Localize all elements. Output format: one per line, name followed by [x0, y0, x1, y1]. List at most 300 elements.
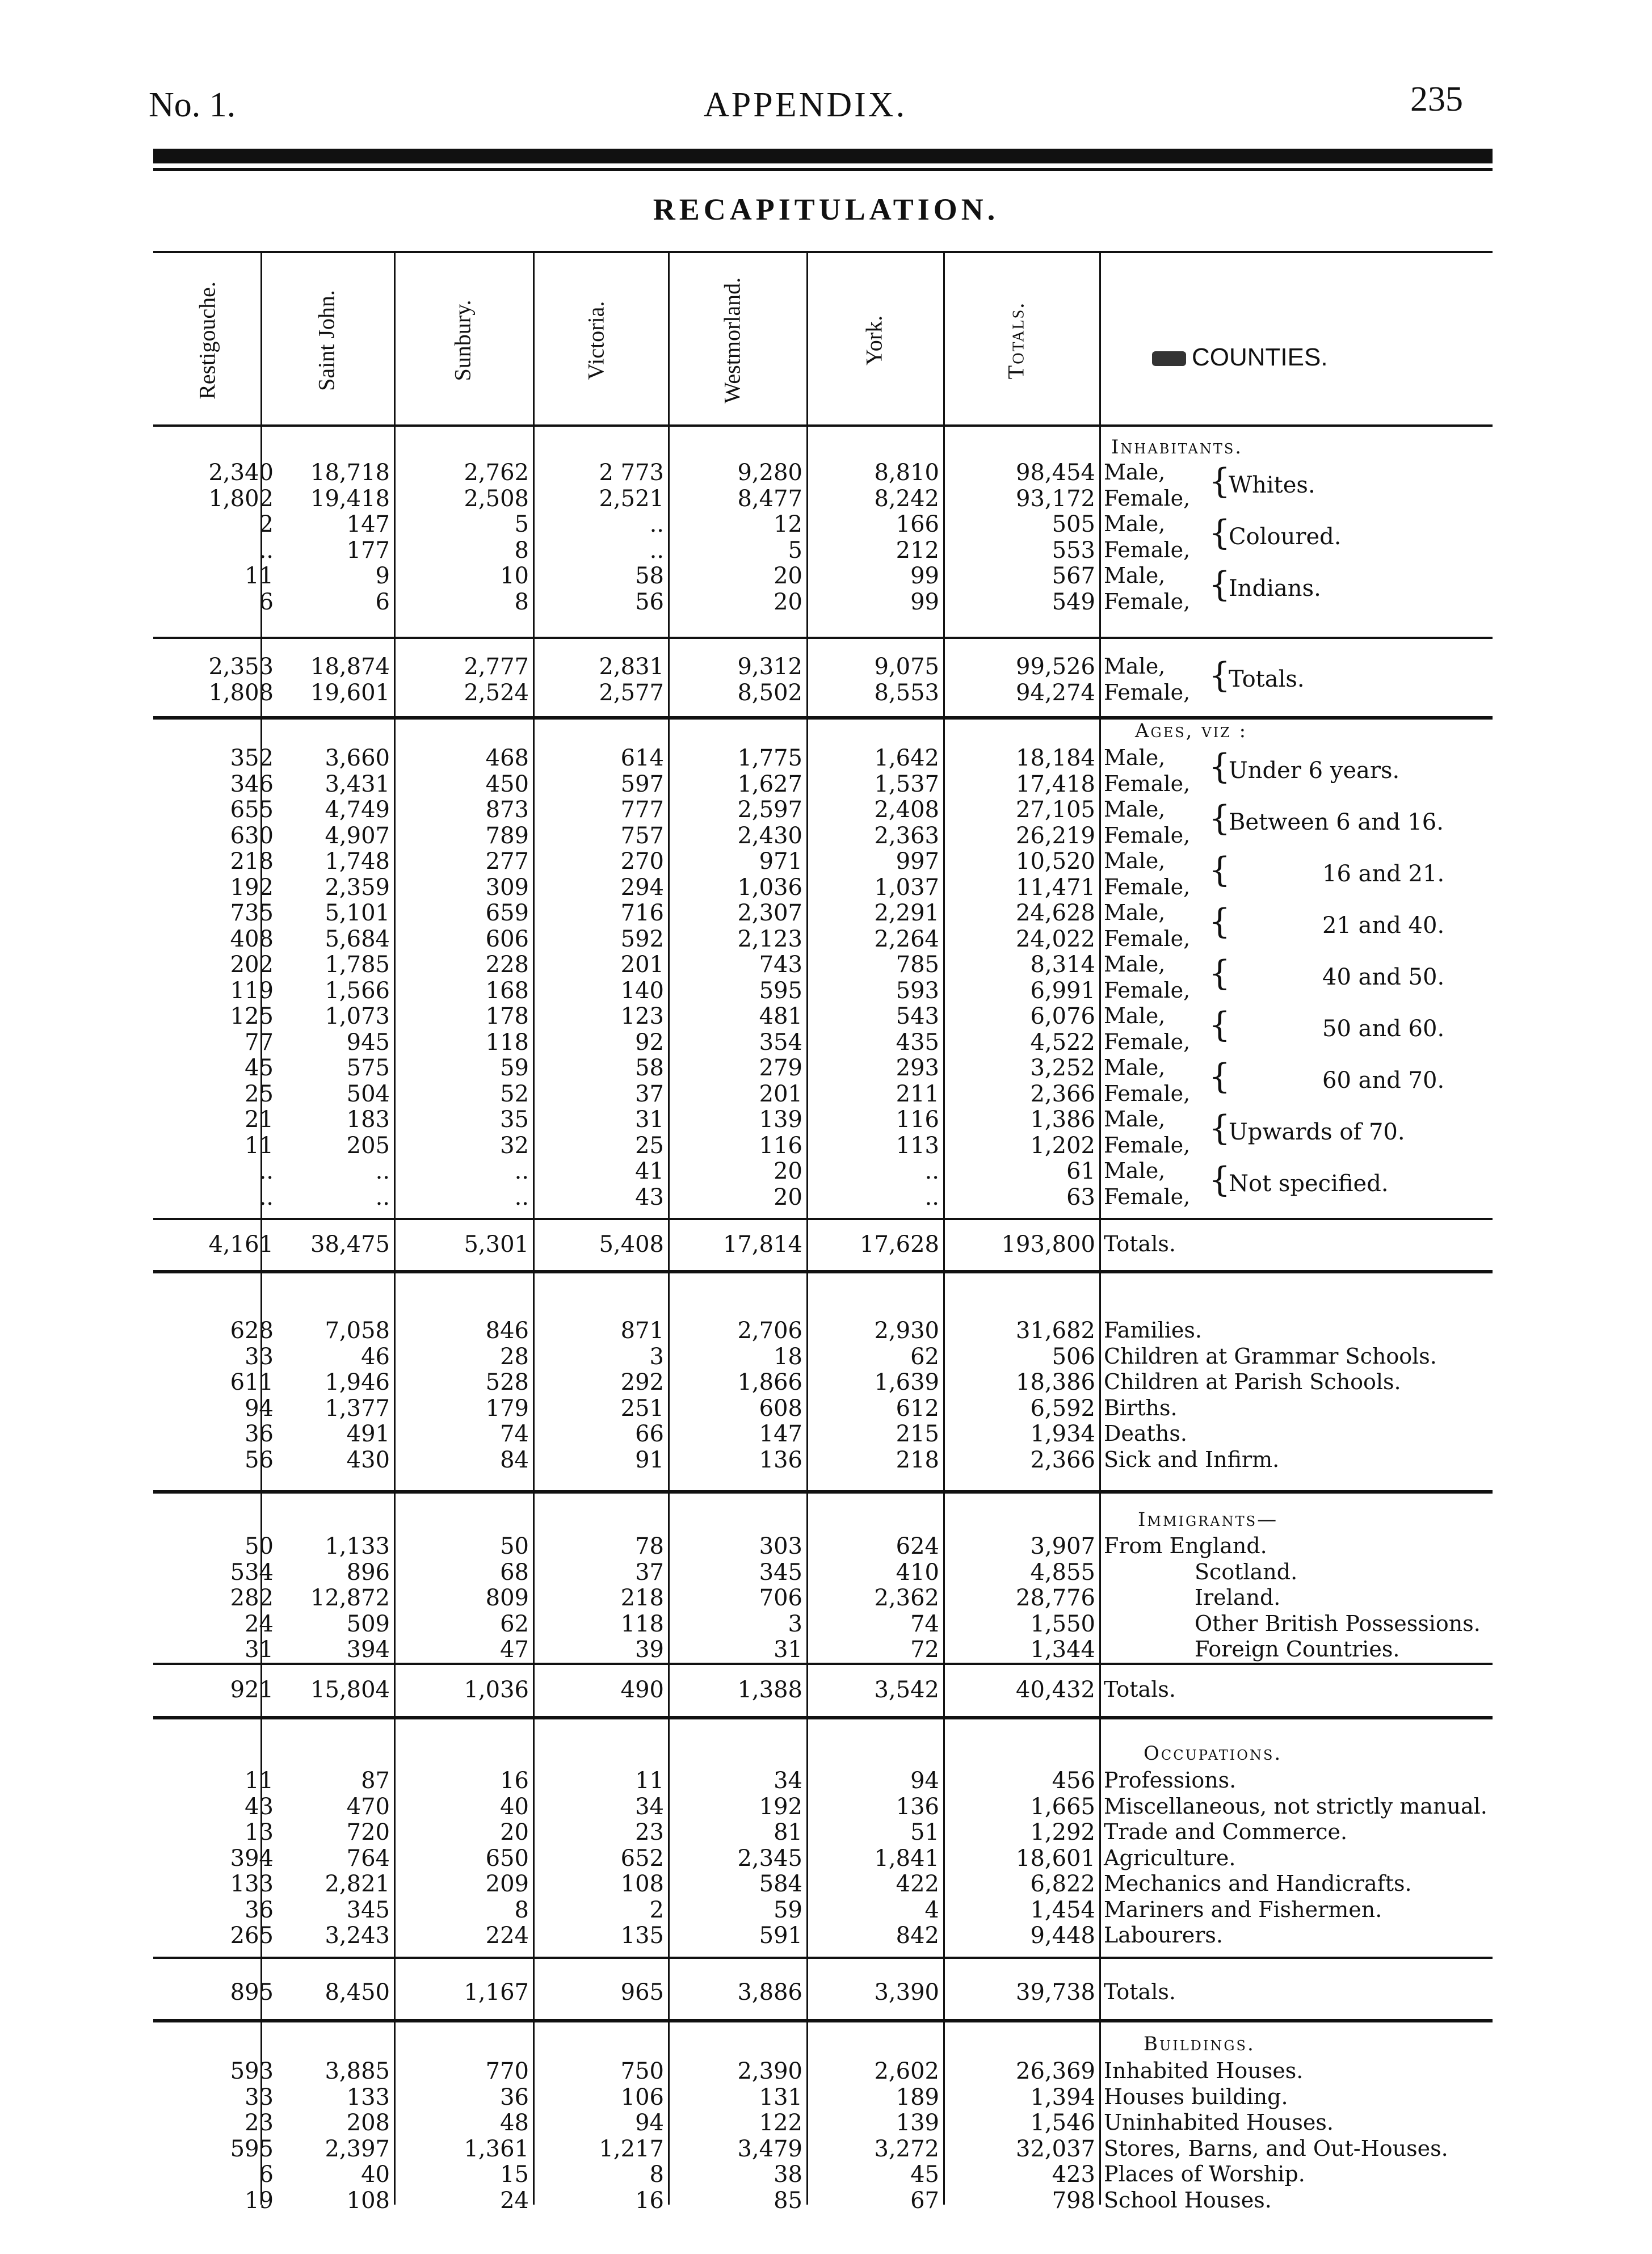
table-cell: .. — [375, 1158, 390, 1184]
row-label: School Houses. — [1104, 2187, 1272, 2213]
table-cell: 6,991 — [1030, 977, 1095, 1004]
table-cell: 68 — [500, 1559, 529, 1586]
table-cell: 72 — [910, 1637, 939, 1663]
row-label: Stores, Barns, and Out-Houses. — [1104, 2135, 1448, 2161]
table-cell: 277 — [485, 848, 529, 874]
table-cell: 528 — [485, 1369, 529, 1395]
row-label: Children at Parish Schools. — [1104, 1369, 1401, 1394]
table-cell: 896 — [346, 1559, 390, 1586]
table-cell: 20 — [500, 1819, 529, 1845]
table-cell: 77 — [245, 1029, 274, 1055]
table-cell: 720 — [346, 1819, 390, 1845]
table-cell: 4,522 — [1030, 1029, 1095, 1055]
table-cell: 8,553 — [874, 679, 939, 706]
table-cell: 575 — [346, 1055, 390, 1081]
col-head-victoria: Victoria. — [583, 301, 609, 380]
table-cell: 228 — [485, 952, 529, 978]
table-cell: 26,219 — [1016, 822, 1095, 849]
table-cell: 20 — [774, 1184, 802, 1210]
table-cell: 2,123 — [737, 926, 802, 952]
table-cell: 179 — [485, 1395, 529, 1422]
table-cell: 32,037 — [1016, 2135, 1095, 2162]
table-cell: 136 — [896, 1793, 939, 1820]
table-cell: 534 — [230, 1559, 274, 1586]
table-cell: 606 — [485, 926, 529, 952]
table-cell: 2,706 — [737, 1318, 802, 1344]
section-rule — [153, 1270, 1493, 1273]
group-label: 40 and 50. — [1322, 964, 1445, 990]
table-cell: 19,418 — [310, 485, 390, 512]
table-cell: 2,390 — [737, 2058, 802, 2084]
table-cell: 99 — [910, 588, 939, 615]
table-cell: 133 — [346, 2084, 390, 2110]
table-cell: 3 — [649, 1343, 664, 1370]
section-heading-ages: Ages, viz : — [1135, 720, 1248, 742]
table-cell: 125 — [230, 1003, 274, 1029]
row-label: Ireland. — [1195, 1585, 1281, 1610]
table-cell: 81 — [774, 1819, 802, 1845]
table-cell: 9,075 — [874, 654, 939, 680]
table-cell: 116 — [896, 1107, 939, 1133]
table-cell: 24,022 — [1016, 926, 1095, 952]
table-cell: 2,831 — [599, 654, 664, 680]
table-cell: 9,448 — [1030, 1923, 1095, 1949]
table-cell: 41 — [635, 1158, 664, 1184]
table-cell: 205 — [346, 1132, 390, 1159]
section-heading-inhabitants: Inhabitants. — [1111, 436, 1243, 459]
table-cell: 208 — [346, 2110, 390, 2136]
table-cell: 1,361 — [464, 2135, 529, 2162]
table-cell: 212 — [896, 537, 939, 564]
table-cell: 3,886 — [737, 1979, 802, 2005]
table-cell: 1,454 — [1030, 1896, 1095, 1923]
row-label: Female, — [1104, 1029, 1191, 1054]
table-cell: 1,808 — [208, 679, 274, 706]
table-cell: 770 — [485, 2058, 529, 2084]
table-cell: 38 — [774, 2162, 802, 2188]
table-cell: 218 — [620, 1585, 664, 1611]
row-label: Totals. — [1104, 1231, 1176, 1256]
table-cell: 265 — [230, 1923, 274, 1949]
row-label: Female, — [1104, 537, 1191, 562]
table-cell: 20 — [774, 588, 802, 615]
table-cell: 2,930 — [874, 1318, 939, 1344]
table-cell: 94 — [245, 1395, 274, 1422]
col-head-york: York. — [861, 315, 887, 366]
table-cell: 798 — [1052, 2187, 1095, 2214]
table-cell: 13 — [245, 1819, 274, 1845]
table-cell: 423 — [1052, 2162, 1095, 2188]
brace-glyph: { — [1209, 461, 1231, 501]
table-cell: 6 — [259, 588, 274, 615]
table-cell: .. — [924, 1184, 939, 1210]
table-cell: .. — [649, 511, 664, 537]
counties-header — [1152, 343, 1328, 372]
table-cell: 5 — [514, 511, 529, 537]
table-cell: 394 — [346, 1637, 390, 1663]
table-cell: 9,312 — [737, 654, 802, 680]
table-cell: 553 — [1052, 537, 1095, 564]
table-top-rule — [153, 251, 1493, 253]
table-cell: 192 — [230, 874, 274, 901]
table-cell: 592 — [620, 926, 664, 952]
table-cell: 1,167 — [464, 1979, 529, 2005]
row-label: Other British Possessions. — [1195, 1610, 1481, 1636]
table-cell: 39,738 — [1016, 1979, 1095, 2005]
row-label: Places of Worship. — [1104, 2162, 1305, 2186]
section-rule — [153, 637, 1493, 639]
table-cell: 92 — [635, 1029, 664, 1055]
table-cell: 965 — [620, 1979, 664, 2005]
section-rule — [153, 1716, 1493, 1719]
table-cell: 48 — [500, 2110, 529, 2136]
table-cell: 23 — [245, 2110, 274, 2136]
table-cell: 2,307 — [737, 900, 802, 926]
table-cell: 1,665 — [1030, 1793, 1095, 1820]
table-cell: 11 — [635, 1768, 664, 1794]
table-header-rule — [153, 424, 1493, 427]
table-cell: 743 — [759, 952, 802, 978]
row-label: Mechanics and Handicrafts. — [1104, 1871, 1412, 1896]
table-cell: 2,264 — [874, 926, 939, 952]
table-cell: 78 — [635, 1533, 664, 1559]
table-cell: 1,292 — [1030, 1819, 1095, 1845]
page-title: RECAPITULATION. — [653, 192, 999, 226]
section-heading-immigrants: Immigrants— — [1138, 1508, 1279, 1531]
brace-glyph: { — [1209, 1057, 1231, 1096]
table-cell: 481 — [759, 1003, 802, 1029]
table-cell: .. — [924, 1158, 939, 1184]
table-cell: 2,524 — [464, 679, 529, 706]
table-cell: 584 — [759, 1871, 802, 1897]
table-cell: 9,280 — [737, 460, 802, 486]
table-cell: 147 — [759, 1421, 802, 1447]
table-cell: 85 — [774, 2187, 802, 2214]
row-label: Professions. — [1104, 1768, 1237, 1793]
table-cell: 140 — [620, 977, 664, 1004]
table-cell: 509 — [346, 1610, 390, 1637]
table-cell: 504 — [346, 1080, 390, 1107]
row-label: Female, — [1104, 926, 1191, 951]
table-cell: 16 — [500, 1768, 529, 1794]
group-label: 60 and 70. — [1322, 1067, 1445, 1094]
table-cell: 52 — [500, 1080, 529, 1107]
table-cell: 593 — [230, 2058, 274, 2084]
table-cell: 470 — [346, 1793, 390, 1820]
table-cell: .. — [514, 1158, 529, 1184]
table-cell: 842 — [896, 1923, 939, 1949]
table-cell: 6,822 — [1030, 1871, 1095, 1897]
counties-label: COUNTIES. — [1192, 343, 1328, 371]
table-cell: 28,776 — [1016, 1585, 1095, 1611]
table-cell: 595 — [230, 2135, 274, 2162]
row-label: Miscellaneous, not strictly manual. — [1104, 1793, 1487, 1819]
row-label: Male, — [1104, 952, 1166, 977]
table-cell: 56 — [245, 1446, 274, 1473]
table-cell: 2,521 — [599, 485, 664, 512]
table-cell: 612 — [896, 1395, 939, 1422]
table-cell: .. — [259, 1158, 274, 1184]
table-cell: 37 — [635, 1559, 664, 1586]
row-label: Male, — [1104, 900, 1166, 925]
table-cell: 345 — [759, 1559, 802, 1586]
table-cell: 2,353 — [208, 654, 274, 680]
brace-glyph: { — [1209, 902, 1231, 941]
col-head-sunbury: Sunbury. — [449, 300, 476, 381]
table-cell: 593 — [896, 977, 939, 1004]
table-cell: 3,272 — [874, 2135, 939, 2162]
table-cell: 549 — [1052, 588, 1095, 615]
table-cell: 3,479 — [737, 2135, 802, 2162]
table-cell: 354 — [759, 1029, 802, 1055]
row-label: From England. — [1104, 1533, 1267, 1558]
table-cell: 20 — [774, 1158, 802, 1184]
table-cell: 45 — [910, 2162, 939, 2188]
row-label: Male, — [1104, 1158, 1166, 1183]
row-label: Female, — [1104, 485, 1191, 511]
table-cell: 630 — [230, 822, 274, 849]
table-cell: 6,592 — [1030, 1395, 1095, 1422]
section-rule — [153, 1957, 1493, 1959]
table-cell: 435 — [896, 1029, 939, 1055]
group-label: Not specified. — [1229, 1171, 1389, 1197]
table-cell: 33 — [245, 2084, 274, 2110]
table-cell: 166 — [896, 511, 939, 537]
table-cell: 11 — [245, 1768, 274, 1794]
table-cell: 18,601 — [1016, 1845, 1095, 1872]
table-cell: 1,217 — [599, 2135, 664, 2162]
table-cell: 224 — [485, 1923, 529, 1949]
table-cell: 139 — [896, 2110, 939, 2136]
pointing-hand-icon — [1152, 351, 1186, 366]
table-cell: 1,394 — [1030, 2084, 1095, 2110]
table-cell: 17,814 — [723, 1231, 802, 1258]
column-divider — [533, 253, 535, 2205]
table-cell: 303 — [759, 1533, 802, 1559]
table-cell: 6,076 — [1030, 1003, 1095, 1029]
table-cell: 3,542 — [874, 1677, 939, 1703]
table-cell: 871 — [620, 1318, 664, 1344]
table-cell: 24 — [500, 2187, 529, 2214]
table-cell: 211 — [896, 1080, 939, 1107]
row-label: Female, — [1104, 588, 1191, 614]
table-cell: 5,101 — [325, 900, 390, 926]
brace-glyph: { — [1209, 1108, 1231, 1148]
table-cell: .. — [375, 1184, 390, 1210]
table-cell: 809 — [485, 1585, 529, 1611]
row-label: Male, — [1104, 1003, 1166, 1028]
table-cell: 56 — [635, 588, 664, 615]
col-head-restigouche: Restigouche. — [194, 281, 220, 400]
table-cell: 61 — [1066, 1158, 1095, 1184]
table-cell: 2,366 — [1030, 1080, 1095, 1107]
table-cell: 1,639 — [874, 1369, 939, 1395]
col-head-saint-john: Saint John. — [313, 290, 339, 391]
table-cell: 8,810 — [874, 460, 939, 486]
table-cell: 430 — [346, 1446, 390, 1473]
table-cell: 58 — [635, 1055, 664, 1081]
table-cell: 6 — [259, 2162, 274, 2188]
table-cell: 2,359 — [325, 874, 390, 901]
table-cell: 1,775 — [737, 745, 802, 771]
table-cell: 3 — [788, 1610, 802, 1637]
table-cell: 218 — [896, 1446, 939, 1473]
table-cell: 270 — [620, 848, 664, 874]
table-cell: 895 — [230, 1979, 274, 2005]
table-cell: 67 — [910, 2187, 939, 2214]
table-cell: 34 — [635, 1793, 664, 1820]
table-cell: 118 — [620, 1610, 664, 1637]
column-divider — [806, 253, 808, 2205]
table-cell: 2,430 — [737, 822, 802, 849]
table-cell: 21 — [245, 1107, 274, 1133]
table-cell: 16 — [635, 2187, 664, 2214]
table-cell: 505 — [1052, 511, 1095, 537]
table-cell: 50 — [245, 1533, 274, 1559]
table-cell: 123 — [620, 1003, 664, 1029]
table-cell: 2,363 — [874, 822, 939, 849]
table-cell: 3,885 — [325, 2058, 390, 2084]
table-cell: 1,133 — [325, 1533, 390, 1559]
table-cell: 294 — [620, 874, 664, 901]
table-cell: 36 — [245, 1421, 274, 1447]
table-cell: 8,477 — [737, 485, 802, 512]
table-cell: 62 — [910, 1343, 939, 1370]
table-cell: 1,377 — [325, 1395, 390, 1422]
table-cell: 183 — [346, 1107, 390, 1133]
table-cell: 3,390 — [874, 1979, 939, 2005]
table-cell: 1,748 — [325, 848, 390, 874]
group-label: Whites. — [1229, 472, 1315, 498]
col-head-totals: Totals. — [1003, 301, 1029, 380]
table-cell: 18,184 — [1016, 745, 1095, 771]
row-label: Deaths. — [1104, 1421, 1187, 1446]
table-cell: 8 — [514, 1896, 529, 1923]
table-cell: 2,597 — [737, 797, 802, 823]
table-cell: 119 — [230, 977, 274, 1004]
row-label: Inhabited Houses. — [1104, 2058, 1304, 2083]
table-cell: 706 — [759, 1585, 802, 1611]
column-divider — [394, 253, 396, 2205]
table-cell: 40 — [500, 1793, 529, 1820]
table-cell: 309 — [485, 874, 529, 901]
section-rule — [153, 1490, 1493, 1494]
table-cell: 15,804 — [310, 1677, 390, 1703]
table-cell: 293 — [896, 1055, 939, 1081]
table-cell: 1,866 — [737, 1369, 802, 1395]
brace-glyph: { — [1209, 953, 1231, 993]
table-cell: 997 — [896, 848, 939, 874]
table-cell: 1,785 — [325, 952, 390, 978]
table-cell: 91 — [635, 1446, 664, 1473]
table-cell: 624 — [896, 1533, 939, 1559]
row-label: Male, — [1104, 745, 1166, 770]
group-label: 50 and 60. — [1322, 1016, 1445, 1042]
table-cell: 10,520 — [1016, 848, 1095, 874]
table-cell: 777 — [620, 797, 664, 823]
table-cell: 1,386 — [1030, 1107, 1095, 1133]
table-cell: 5,301 — [464, 1231, 529, 1258]
brace-glyph: { — [1209, 747, 1231, 787]
table-cell: 3,252 — [1030, 1055, 1095, 1081]
table-cell: 846 — [485, 1318, 529, 1344]
table-cell: 655 — [230, 797, 274, 823]
row-label: Female, — [1104, 874, 1191, 899]
table-cell: 94 — [910, 1768, 939, 1794]
brace-glyph: { — [1209, 1160, 1231, 1200]
table-cell: 4,749 — [325, 797, 390, 823]
table-cell: 108 — [620, 1871, 664, 1897]
table-cell: 202 — [230, 952, 274, 978]
table-cell: 38,475 — [310, 1231, 390, 1258]
table-cell: 2 — [259, 511, 274, 537]
table-cell: 108 — [346, 2187, 390, 2214]
table-cell: .. — [259, 537, 274, 564]
section-rule — [153, 1663, 1493, 1665]
row-label: Scotland. — [1195, 1559, 1298, 1584]
row-label: Female, — [1104, 679, 1191, 705]
table-cell: 178 — [485, 1003, 529, 1029]
table-cell: 8,242 — [874, 485, 939, 512]
table-cell: 98,454 — [1016, 460, 1095, 486]
row-label: Male, — [1104, 848, 1166, 873]
table-cell: 1,946 — [325, 1369, 390, 1395]
table-cell: 36 — [500, 2084, 529, 2110]
table-cell: 5 — [788, 537, 802, 564]
table-cell: 491 — [346, 1421, 390, 1447]
table-cell: 209 — [485, 1871, 529, 1897]
table-cell: 18,874 — [310, 654, 390, 680]
row-label: Foreign Countries. — [1195, 1637, 1400, 1662]
table-cell: 31 — [245, 1637, 274, 1663]
group-label: 21 and 40. — [1322, 912, 1445, 939]
group-label: Indians. — [1229, 575, 1321, 602]
table-cell: 58 — [635, 563, 664, 589]
table-cell: 1,934 — [1030, 1421, 1095, 1447]
row-label: Female, — [1104, 771, 1191, 796]
table-cell: 3,660 — [325, 745, 390, 771]
table-cell: 279 — [759, 1055, 802, 1081]
table-cell: 43 — [245, 1793, 274, 1820]
row-label: Trade and Commerce. — [1104, 1819, 1348, 1844]
table-cell: 45 — [245, 1055, 274, 1081]
table-cell: 8 — [514, 537, 529, 564]
group-label: 16 and 21. — [1322, 861, 1445, 887]
table-cell: 46 — [361, 1343, 390, 1370]
section-rule — [153, 2019, 1493, 2022]
table-cell: 410 — [896, 1559, 939, 1586]
row-label: Female, — [1104, 977, 1191, 1003]
table-cell: 36 — [245, 1896, 274, 1923]
table-cell: 921 — [230, 1677, 274, 1703]
table-cell: 346 — [230, 771, 274, 797]
table-cell: 1,344 — [1030, 1637, 1095, 1663]
table-cell: 543 — [896, 1003, 939, 1029]
table-cell: .. — [514, 1184, 529, 1210]
column-divider — [943, 253, 945, 2205]
table-cell: 113 — [896, 1132, 939, 1159]
table-cell: 3,907 — [1030, 1533, 1095, 1559]
table-cell: 122 — [759, 2110, 802, 2136]
table-cell: 345 — [346, 1896, 390, 1923]
row-label: Male, — [1104, 460, 1166, 485]
table-cell: 4,161 — [208, 1231, 274, 1258]
table-cell: 24 — [245, 1610, 274, 1637]
table-cell: 4,855 — [1030, 1559, 1095, 1586]
row-label: Male, — [1104, 511, 1166, 536]
table-cell: 40 — [361, 2162, 390, 2188]
table-cell: 945 — [346, 1029, 390, 1055]
